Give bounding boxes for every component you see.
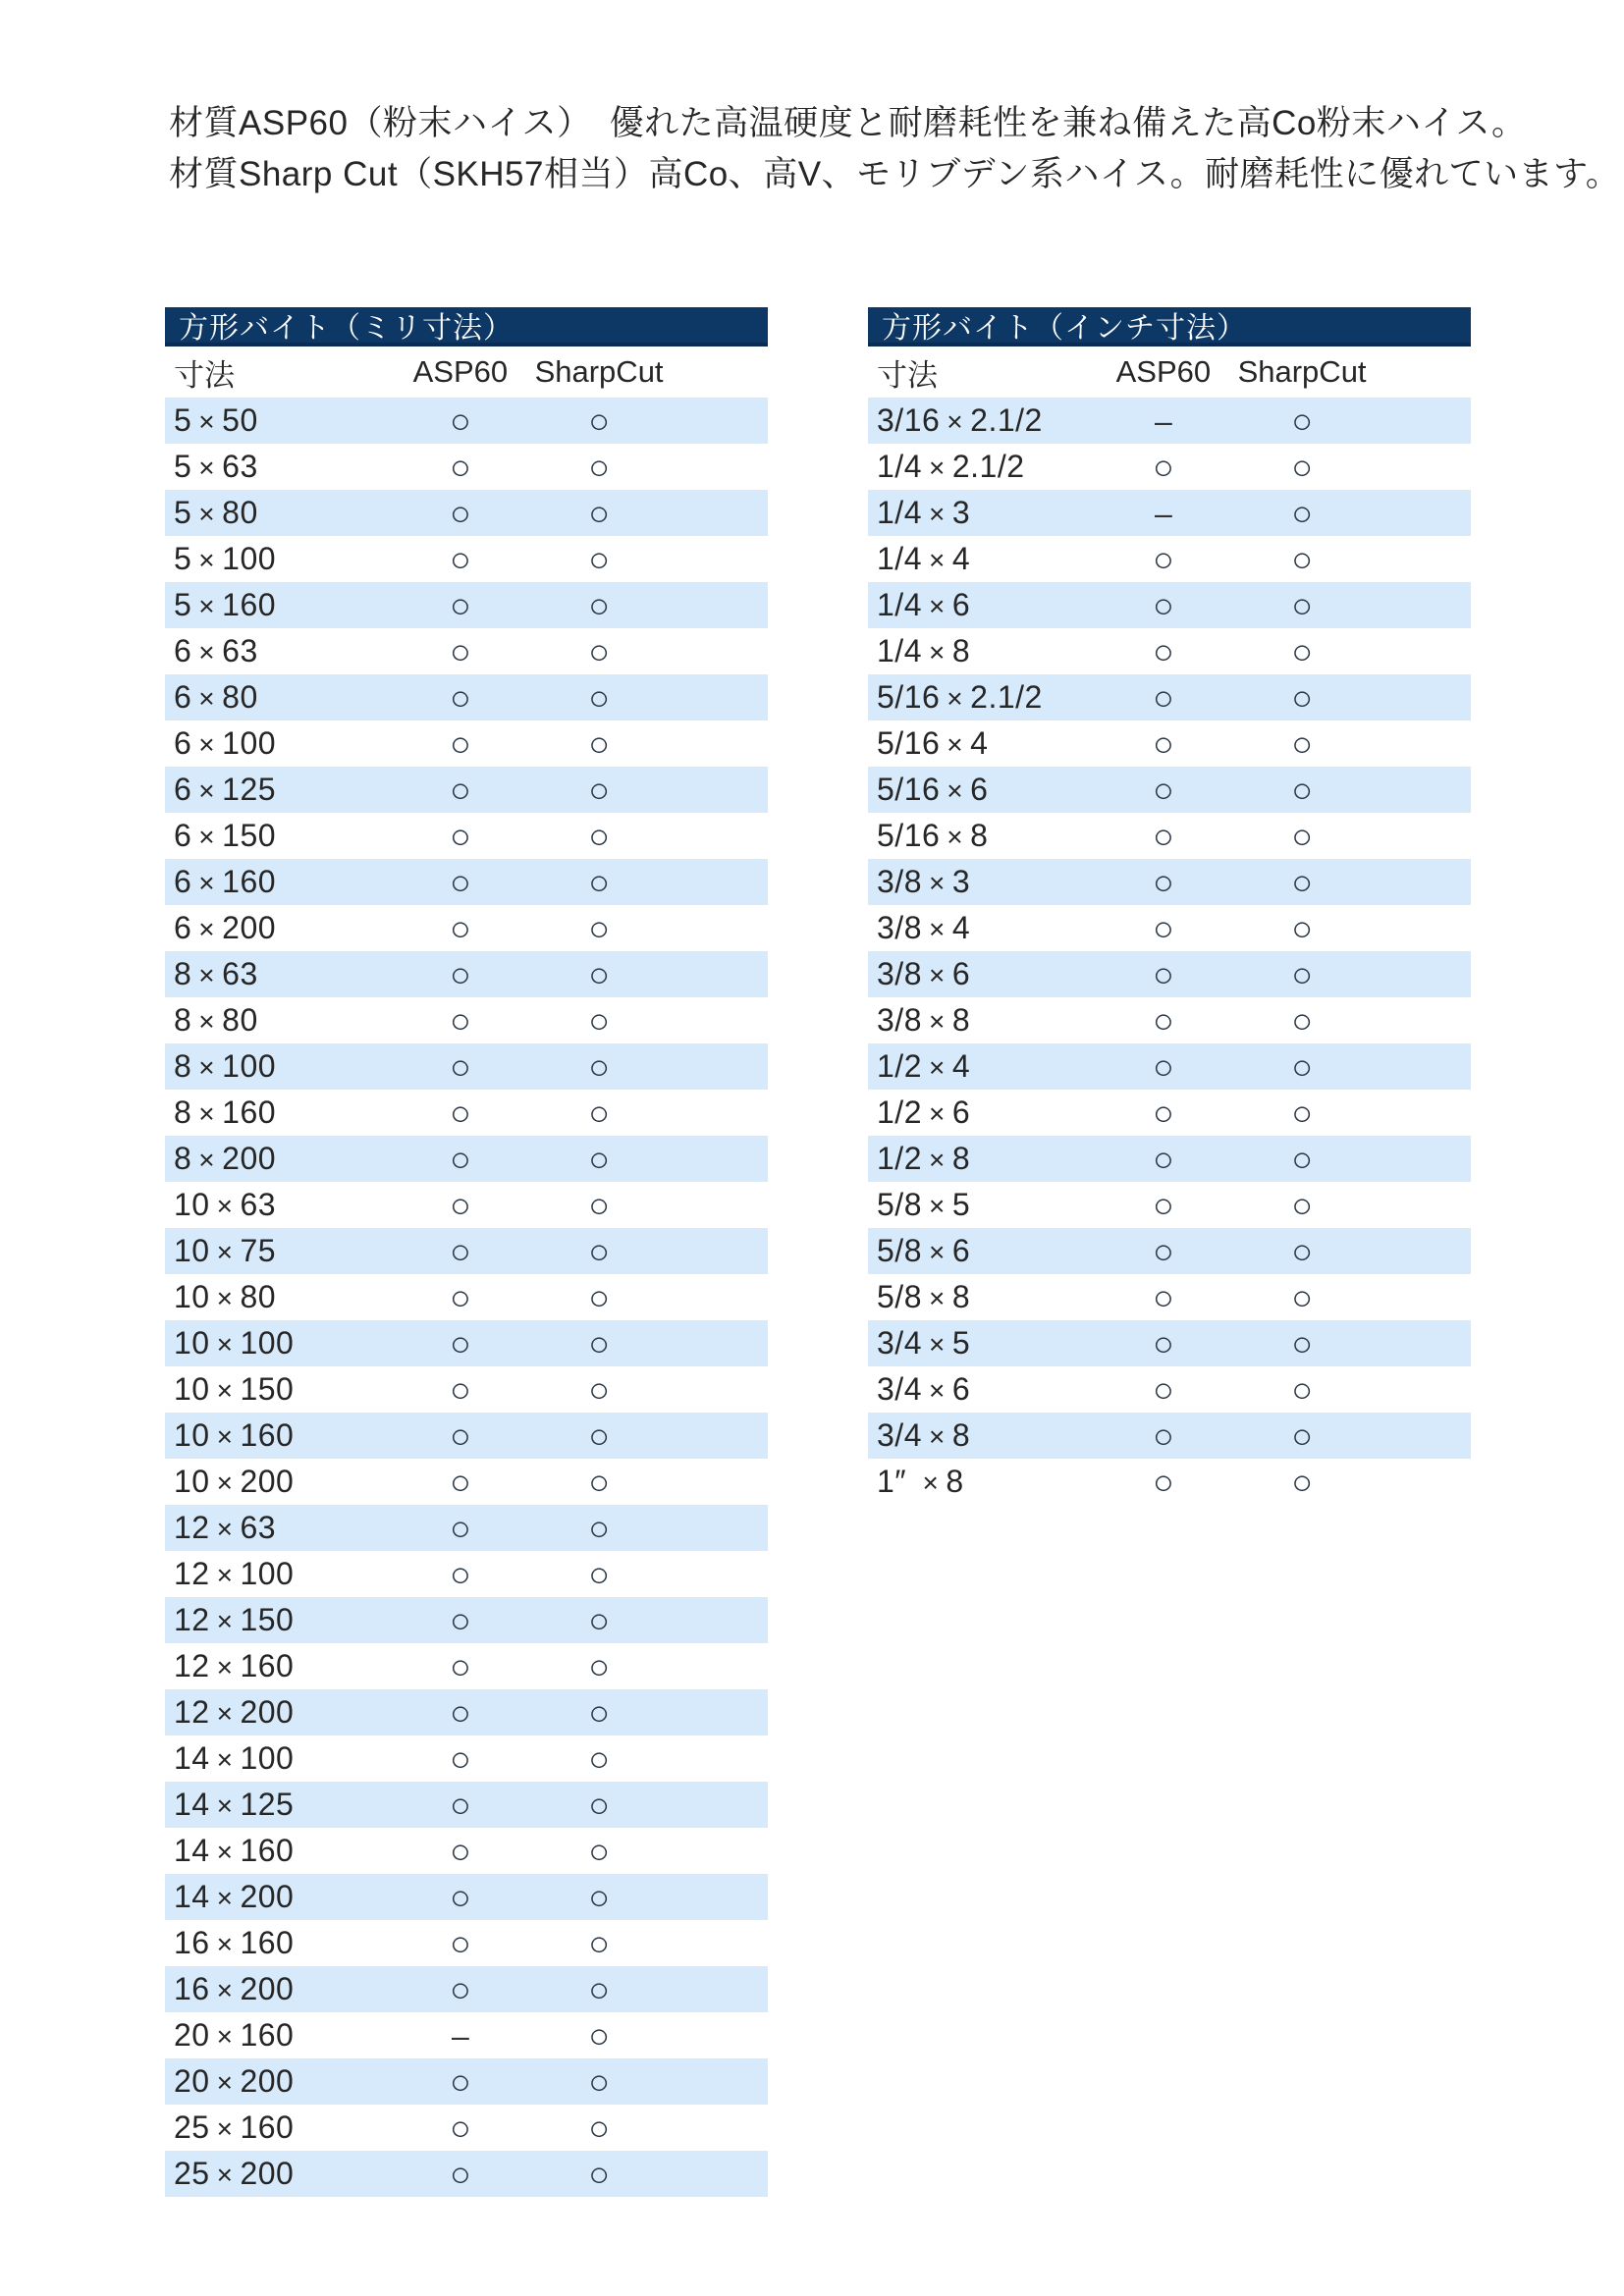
table-row [868, 628, 1471, 674]
asp60-availability-mark: ○ [449, 630, 471, 671]
asp60-availability-mark: ○ [1152, 1415, 1174, 1456]
sharpcut-availability-mark: ○ [1291, 1138, 1313, 1179]
size-label: 5/16 × 4 [877, 725, 989, 761]
table-row [165, 490, 768, 536]
sharpcut-availability-mark: ○ [588, 1830, 610, 1871]
table-row [165, 2151, 768, 2197]
sharpcut-availability-mark: ○ [1291, 815, 1313, 856]
table-row [868, 1136, 1471, 1182]
table-row [868, 536, 1471, 582]
asp60-availability-mark: ○ [1152, 1045, 1174, 1087]
table-row [165, 1735, 768, 1782]
asp60-availability-mark: ○ [449, 1138, 471, 1179]
asp60-availability-mark: ○ [1152, 1276, 1174, 1317]
size-label: 5 × 50 [174, 402, 258, 438]
inch-size-table [868, 307, 1471, 1505]
table-row [868, 1182, 1471, 1228]
size-label: 12 × 160 [174, 1648, 295, 1683]
size-label: 3/4 × 6 [877, 1371, 971, 1407]
size-label: 10 × 63 [174, 1187, 277, 1222]
asp60-availability-mark: ○ [449, 1599, 471, 1640]
sharpcut-availability-mark: ○ [588, 999, 610, 1041]
asp60-availability-mark: ○ [449, 1737, 471, 1779]
size-label: 5 × 100 [174, 541, 277, 576]
table-row [165, 1274, 768, 1320]
size-label: 16 × 160 [174, 1925, 295, 1960]
asp60-availability-mark: ○ [1152, 861, 1174, 902]
size-label: 5/16 × 6 [877, 772, 989, 807]
size-label: 1/4 × 8 [877, 633, 971, 668]
asp60-availability-mark: ○ [449, 722, 471, 764]
table-row [868, 1043, 1471, 1090]
table-row [868, 951, 1471, 997]
inch-table-rows [868, 398, 1471, 1505]
size-label: 6 × 80 [174, 679, 258, 715]
table-row [868, 582, 1471, 628]
table-row [165, 1043, 768, 1090]
asp60-availability-mark: ○ [449, 1507, 471, 1548]
sharpcut-availability-mark: ○ [588, 1276, 610, 1317]
asp60-availability-mark: – [451, 2017, 469, 2054]
asp60-availability-mark: ○ [449, 1092, 471, 1133]
size-label: 10 × 150 [174, 1371, 295, 1407]
asp60-availability-mark: ○ [449, 2153, 471, 2194]
sharpcut-availability-mark: ○ [588, 1876, 610, 1917]
table-row [868, 1459, 1471, 1505]
sharpcut-availability-mark: ○ [588, 1184, 610, 1225]
table-row [868, 398, 1471, 444]
intro-line-2: 材質Sharp Cut（SKH57相当）高Co、高V、モリブデン系ハイス。耐磨耗性に優れています。 [169, 155, 1621, 193]
sharpcut-availability-mark: ○ [588, 1368, 610, 1410]
sharpcut-availability-mark: ○ [588, 584, 610, 625]
asp60-availability-mark: ○ [1152, 446, 1174, 487]
size-label: 6 × 100 [174, 725, 277, 761]
sharpcut-availability-mark: ○ [588, 861, 610, 902]
size-label: 10 × 80 [174, 1279, 277, 1314]
table-row [165, 1182, 768, 1228]
asp60-availability-mark: ○ [1152, 815, 1174, 856]
size-label: 1/4 × 2.1/2 [877, 449, 1025, 484]
table-row [165, 905, 768, 951]
asp60-availability-mark: ○ [449, 400, 471, 441]
table-row [868, 1320, 1471, 1366]
size-label: 5/8 × 6 [877, 1233, 971, 1268]
size-label: 5/16 × 2.1/2 [877, 679, 1043, 715]
sharpcut-availability-mark: ○ [588, 2014, 610, 2056]
size-label: 10 × 75 [174, 1233, 277, 1268]
size-label: 1″ × 8 [877, 1464, 964, 1499]
sharpcut-availability-mark: ○ [1291, 769, 1313, 810]
size-label: 1/4 × 6 [877, 587, 971, 622]
mm-col-header-sharpcut: SharpCut [534, 354, 664, 389]
asp60-availability-mark: ○ [449, 1415, 471, 1456]
asp60-availability-mark: ○ [449, 676, 471, 718]
sharpcut-availability-mark: ○ [588, 1507, 610, 1548]
asp60-availability-mark: ○ [1152, 999, 1174, 1041]
size-label: 1/4 × 4 [877, 541, 971, 576]
asp60-availability-mark: ○ [449, 1922, 471, 1963]
size-label: 3/8 × 3 [877, 864, 971, 899]
sharpcut-availability-mark: ○ [588, 1230, 610, 1271]
asp60-availability-mark: ○ [449, 769, 471, 810]
table-row [165, 1920, 768, 1966]
size-label: 3/8 × 8 [877, 1002, 971, 1038]
sharpcut-availability-mark: ○ [588, 1645, 610, 1686]
asp60-availability-mark: ○ [449, 2107, 471, 2148]
size-label: 10 × 160 [174, 1417, 295, 1453]
mm-table-rows [165, 398, 768, 2197]
sharpcut-availability-mark: ○ [1291, 492, 1313, 533]
asp60-availability-mark: ○ [449, 907, 471, 948]
size-label: 20 × 160 [174, 2017, 295, 2053]
size-label: 8 × 160 [174, 1095, 277, 1130]
asp60-availability-mark: ○ [449, 1691, 471, 1733]
table-row [165, 1505, 768, 1551]
size-label: 12 × 150 [174, 1602, 295, 1637]
size-label: 14 × 125 [174, 1787, 295, 1822]
mm-table-title-bar [165, 307, 768, 347]
table-row [165, 398, 768, 444]
sharpcut-availability-mark: ○ [588, 953, 610, 994]
asp60-availability-mark: ○ [449, 815, 471, 856]
sharpcut-availability-mark: ○ [588, 907, 610, 948]
sharpcut-availability-mark: ○ [588, 1092, 610, 1133]
size-label: 5/8 × 5 [877, 1187, 971, 1222]
asp60-availability-mark: ○ [1152, 1461, 1174, 1502]
sharpcut-availability-mark: ○ [1291, 1322, 1313, 1363]
table-row [868, 721, 1471, 767]
sharpcut-availability-mark: ○ [1291, 1461, 1313, 1502]
sharpcut-availability-mark: ○ [588, 630, 610, 671]
asp60-availability-mark: ○ [449, 1784, 471, 1825]
asp60-availability-mark: ○ [449, 1830, 471, 1871]
asp60-availability-mark: ○ [449, 1553, 471, 1594]
sharpcut-availability-mark: ○ [588, 1599, 610, 1640]
sharpcut-availability-mark: ○ [588, 400, 610, 441]
table-row [165, 1413, 768, 1459]
sharpcut-availability-mark: ○ [588, 1461, 610, 1502]
asp60-availability-mark: ○ [1152, 676, 1174, 718]
size-label: 6 × 200 [174, 910, 277, 945]
asp60-availability-mark: ○ [449, 584, 471, 625]
sharpcut-availability-mark: ○ [588, 1322, 610, 1363]
table-row [868, 1366, 1471, 1413]
table-row [165, 2012, 768, 2058]
table-row [165, 1136, 768, 1182]
table-row [165, 1782, 768, 1828]
size-label: 3/8 × 4 [877, 910, 971, 945]
asp60-availability-mark: ○ [1152, 584, 1174, 625]
size-label: 25 × 160 [174, 2109, 295, 2145]
size-label: 5 × 80 [174, 495, 258, 530]
asp60-availability-mark: ○ [449, 446, 471, 487]
sharpcut-availability-mark: ○ [588, 2107, 610, 2148]
sharpcut-availability-mark: ○ [588, 1784, 610, 1825]
mm-col-header-asp60: ASP60 [412, 354, 509, 389]
table-row [165, 1689, 768, 1735]
sharpcut-availability-mark: ○ [1291, 630, 1313, 671]
asp60-availability-mark: ○ [449, 1368, 471, 1410]
sharpcut-availability-mark: ○ [588, 1922, 610, 1963]
sharpcut-availability-mark: ○ [1291, 1415, 1313, 1456]
table-row [165, 1090, 768, 1136]
table-row [165, 1643, 768, 1689]
sharpcut-availability-mark: ○ [1291, 538, 1313, 579]
sharpcut-availability-mark: ○ [588, 1968, 610, 2009]
table-row [165, 1228, 768, 1274]
size-label: 14 × 200 [174, 1879, 295, 1914]
table-row [165, 582, 768, 628]
table-row [165, 767, 768, 813]
size-label: 6 × 160 [174, 864, 277, 899]
size-label: 10 × 100 [174, 1325, 295, 1361]
table-row [165, 2058, 768, 2105]
asp60-availability-mark: ○ [449, 953, 471, 994]
size-label: 5 × 63 [174, 449, 258, 484]
sharpcut-availability-mark: ○ [588, 722, 610, 764]
asp60-availability-mark: ○ [449, 1968, 471, 2009]
table-row [165, 813, 768, 859]
size-label: 3/4 × 8 [877, 1417, 971, 1453]
asp60-availability-mark: ○ [1152, 1322, 1174, 1363]
size-label: 8 × 63 [174, 956, 258, 991]
sharpcut-availability-mark: ○ [588, 2153, 610, 2194]
sharpcut-availability-mark: ○ [1291, 999, 1313, 1041]
sharpcut-availability-mark: ○ [1291, 1368, 1313, 1410]
sharpcut-availability-mark: ○ [1291, 584, 1313, 625]
size-label: 12 × 100 [174, 1556, 295, 1591]
mm-table-title: 方形バイト（ミリ寸法） [179, 312, 514, 345]
asp60-availability-mark: ○ [449, 1876, 471, 1917]
table-row [868, 490, 1471, 536]
asp60-availability-mark: ○ [1152, 722, 1174, 764]
table-row [165, 674, 768, 721]
sharpcut-availability-mark: ○ [588, 1415, 610, 1456]
table-row [868, 767, 1471, 813]
size-label: 14 × 100 [174, 1740, 295, 1776]
table-row [165, 1320, 768, 1366]
sharpcut-availability-mark: ○ [1291, 1276, 1313, 1317]
table-row [165, 1366, 768, 1413]
table-row [868, 1274, 1471, 1320]
table-row [165, 536, 768, 582]
asp60-availability-mark: ○ [1152, 1184, 1174, 1225]
size-label: 25 × 200 [174, 2156, 295, 2191]
sharpcut-availability-mark: ○ [1291, 861, 1313, 902]
inch-table-title-bar [868, 307, 1471, 347]
sharpcut-availability-mark: ○ [1291, 446, 1313, 487]
size-label: 5/16 × 8 [877, 818, 989, 853]
size-label: 1/2 × 8 [877, 1141, 971, 1176]
table-row [868, 1090, 1471, 1136]
sharpcut-availability-mark: ○ [588, 2060, 610, 2102]
size-label: 8 × 200 [174, 1141, 277, 1176]
inch-col-header-sharpcut: SharpCut [1237, 354, 1367, 389]
size-label: 8 × 80 [174, 1002, 258, 1038]
sharpcut-availability-mark: ○ [1291, 1045, 1313, 1087]
mm-col-header-size: 寸法 [174, 357, 235, 393]
size-label: 1/2 × 6 [877, 1095, 971, 1130]
asp60-availability-mark: ○ [1152, 1138, 1174, 1179]
asp60-availability-mark: ○ [449, 1230, 471, 1271]
inch-col-header-asp60: ASP60 [1115, 354, 1212, 389]
asp60-availability-mark: ○ [449, 1645, 471, 1686]
size-label: 6 × 63 [174, 633, 258, 668]
table-row [165, 997, 768, 1043]
sharpcut-availability-mark: ○ [588, 815, 610, 856]
sharpcut-availability-mark: ○ [1291, 907, 1313, 948]
table-row [868, 444, 1471, 490]
asp60-availability-mark: ○ [1152, 1092, 1174, 1133]
intro-line-1: 材質ASP60（粉末ハイス） 優れた高温硬度と耐磨耗性を兼ね備えた高Co粉末ハイス。 [169, 104, 1527, 142]
size-label: 16 × 200 [174, 1971, 295, 2006]
size-label: 10 × 200 [174, 1464, 295, 1499]
sharpcut-availability-mark: ○ [588, 492, 610, 533]
table-row [165, 951, 768, 997]
asp60-availability-mark: ○ [449, 538, 471, 579]
asp60-availability-mark: ○ [1152, 953, 1174, 994]
table-row [165, 2105, 768, 2151]
table-row [868, 1413, 1471, 1459]
asp60-availability-mark: – [1154, 402, 1172, 439]
size-label: 3/8 × 6 [877, 956, 971, 991]
table-row [165, 1828, 768, 1874]
sharpcut-availability-mark: ○ [1291, 1230, 1313, 1271]
asp60-availability-mark: ○ [1152, 769, 1174, 810]
table-row [165, 1551, 768, 1597]
asp60-availability-mark: ○ [1152, 538, 1174, 579]
asp60-availability-mark: ○ [449, 999, 471, 1041]
inch-col-header-size: 寸法 [877, 357, 938, 393]
inch-column-header-row [868, 347, 1471, 398]
size-label: 8 × 100 [174, 1048, 277, 1084]
table-row [868, 905, 1471, 951]
sharpcut-availability-mark: ○ [1291, 1184, 1313, 1225]
table-row [165, 859, 768, 905]
size-label: 14 × 160 [174, 1833, 295, 1868]
size-label: 12 × 200 [174, 1694, 295, 1730]
sharpcut-availability-mark: ○ [588, 1045, 610, 1087]
mm-size-table [165, 307, 768, 2197]
sharpcut-availability-mark: ○ [588, 676, 610, 718]
size-label: 1/2 × 4 [877, 1048, 971, 1084]
table-row [165, 444, 768, 490]
asp60-availability-mark: ○ [449, 861, 471, 902]
sharpcut-availability-mark: ○ [1291, 722, 1313, 764]
table-row [165, 1597, 768, 1643]
table-row [868, 859, 1471, 905]
asp60-availability-mark: ○ [449, 2060, 471, 2102]
sharpcut-availability-mark: ○ [588, 446, 610, 487]
asp60-availability-mark: ○ [1152, 907, 1174, 948]
table-row [868, 813, 1471, 859]
sharpcut-availability-mark: ○ [1291, 676, 1313, 718]
sharpcut-availability-mark: ○ [1291, 953, 1313, 994]
size-label: 5/8 × 8 [877, 1279, 971, 1314]
size-label: 3/4 × 5 [877, 1325, 971, 1361]
table-row [165, 721, 768, 767]
inch-table-title: 方形バイト（インチ寸法） [882, 312, 1247, 345]
size-label: 6 × 150 [174, 818, 277, 853]
asp60-availability-mark: – [1154, 495, 1172, 531]
sharpcut-availability-mark: ○ [1291, 1092, 1313, 1133]
sharpcut-availability-mark: ○ [588, 1553, 610, 1594]
size-label: 6 × 125 [174, 772, 277, 807]
sharpcut-availability-mark: ○ [588, 538, 610, 579]
asp60-availability-mark: ○ [449, 1045, 471, 1087]
sharpcut-availability-mark: ○ [588, 1138, 610, 1179]
mm-column-header-row [165, 347, 768, 398]
asp60-availability-mark: ○ [449, 1322, 471, 1363]
sharpcut-availability-mark: ○ [588, 769, 610, 810]
asp60-availability-mark: ○ [1152, 1230, 1174, 1271]
sharpcut-availability-mark: ○ [1291, 400, 1313, 441]
table-row [165, 1459, 768, 1505]
asp60-availability-mark: ○ [1152, 1368, 1174, 1410]
sharpcut-availability-mark: ○ [588, 1737, 610, 1779]
table-row [868, 1228, 1471, 1274]
asp60-availability-mark: ○ [449, 492, 471, 533]
asp60-availability-mark: ○ [449, 1276, 471, 1317]
asp60-availability-mark: ○ [449, 1184, 471, 1225]
table-row [165, 1966, 768, 2012]
size-label: 20 × 200 [174, 2063, 295, 2099]
table-row [165, 1874, 768, 1920]
asp60-availability-mark: ○ [1152, 630, 1174, 671]
size-label: 5 × 160 [174, 587, 277, 622]
size-label: 3/16 × 2.1/2 [877, 402, 1043, 438]
asp60-availability-mark: ○ [449, 1461, 471, 1502]
table-row [868, 674, 1471, 721]
size-label: 1/4 × 3 [877, 495, 971, 530]
intro-text [169, 98, 1620, 200]
table-row [165, 628, 768, 674]
sharpcut-availability-mark: ○ [588, 1691, 610, 1733]
table-row [868, 997, 1471, 1043]
size-label: 12 × 63 [174, 1510, 277, 1545]
